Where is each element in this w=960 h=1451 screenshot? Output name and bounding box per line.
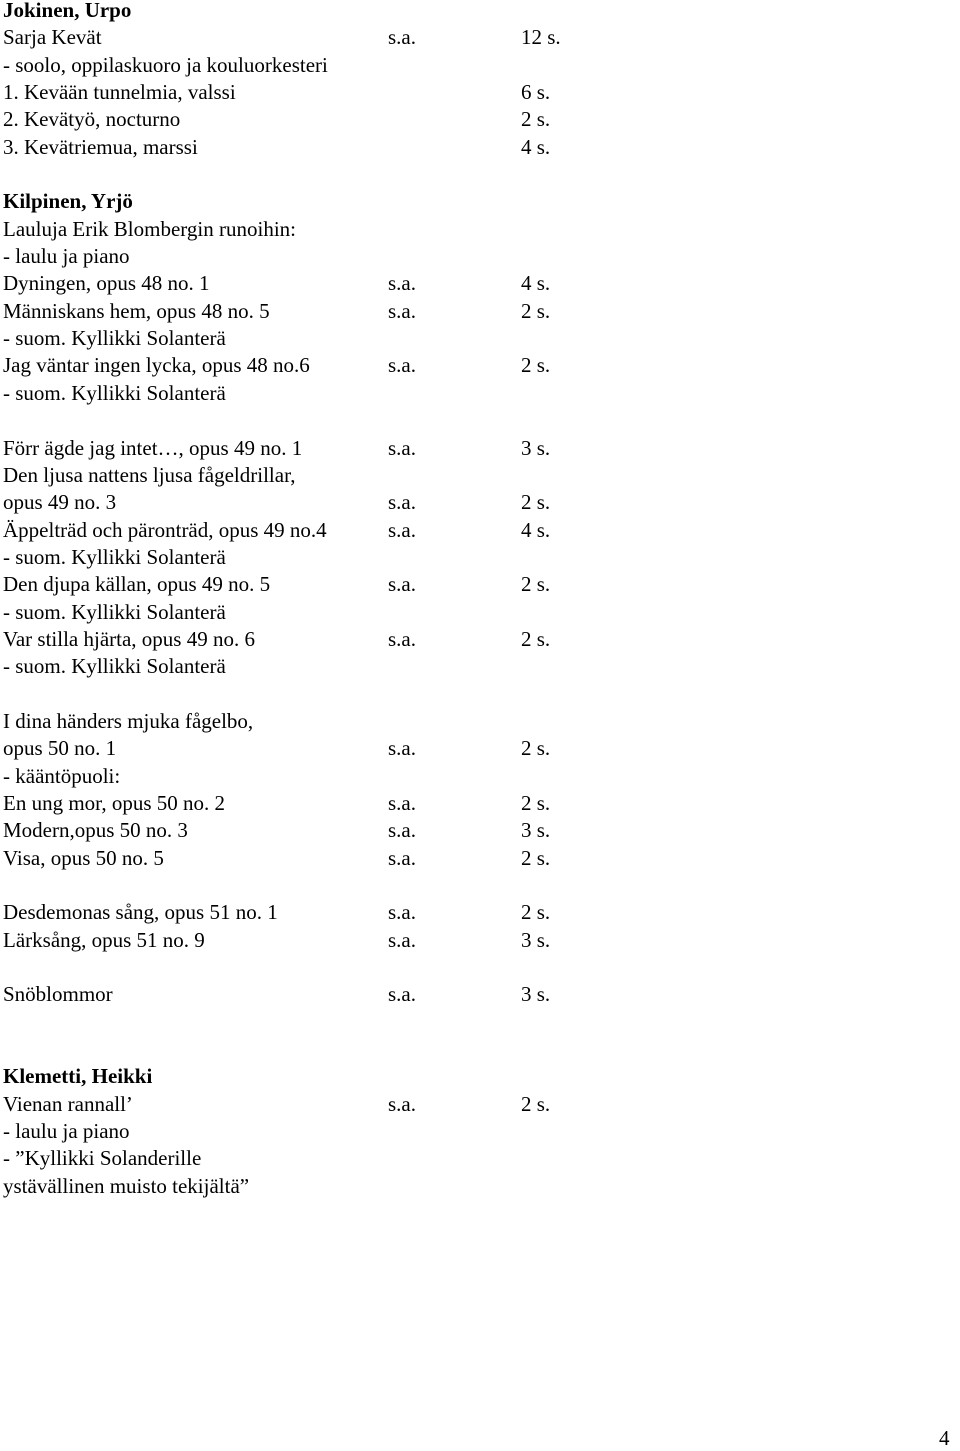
work-title: Den djupa källan, opus 49 no. 5	[3, 572, 271, 597]
work-entry	[3, 790, 943, 817]
work-title: 3. Kevätriemua, marssi	[3, 134, 198, 159]
composer-name: Klemetti, Heikki	[3, 1064, 153, 1089]
publication-date: s.a.	[388, 435, 416, 460]
work-title: - soolo, oppilaskuoro ja kouluorkesteri	[3, 52, 328, 77]
work-entry	[3, 270, 943, 297]
work-entry	[3, 571, 943, 598]
work-entry	[3, 899, 943, 926]
work-title: - suom. Kyllikki Solanterä	[3, 544, 226, 569]
work-entry	[3, 134, 943, 161]
work-title: Vienan rannall’	[3, 1091, 133, 1116]
composer-heading	[3, 188, 943, 215]
work-entry	[3, 489, 943, 516]
work-entry	[3, 817, 943, 844]
work-entry	[3, 1173, 943, 1200]
composer-name: Kilpinen, Yrjö	[3, 189, 133, 214]
page-count: 6 s.	[521, 80, 551, 105]
work-title: Lauluja Erik Blombergin runoihin:	[3, 216, 296, 241]
work-title: - suom. Kyllikki Solanterä	[3, 654, 226, 679]
work-entry	[3, 243, 943, 270]
work-title: En ung mor, opus 50 no. 2	[3, 790, 225, 815]
work-title: Snöblommor	[3, 982, 113, 1007]
page-count: 3 s.	[521, 927, 551, 952]
publication-date: s.a.	[388, 490, 416, 515]
page-count: 2 s.	[521, 900, 551, 925]
work-entry	[3, 1145, 943, 1172]
work-title: - kääntöpuoli:	[3, 763, 121, 788]
publication-date: s.a.	[388, 900, 416, 925]
page-count: 2 s.	[521, 490, 551, 515]
work-entry	[3, 380, 943, 407]
page-count: 2 s.	[521, 845, 551, 870]
page-count: 12 s.	[521, 25, 561, 50]
work-title: Äppelträd och päronträd, opus 49 no.4	[3, 517, 327, 542]
work-entry	[3, 325, 943, 352]
publication-date: s.a.	[388, 736, 416, 761]
work-entry	[3, 298, 943, 325]
publication-date: s.a.	[388, 271, 416, 296]
work-title: - suom. Kyllikki Solanterä	[3, 599, 226, 624]
work-entry	[3, 927, 943, 954]
work-entry	[3, 52, 943, 79]
blank-line	[3, 1036, 943, 1063]
composer-name: Jokinen, Urpo	[3, 0, 132, 22]
publication-date: s.a.	[388, 927, 416, 952]
work-entry	[3, 106, 943, 133]
blank-line	[3, 954, 943, 981]
publication-date: s.a.	[388, 790, 416, 815]
blank-line	[3, 161, 943, 188]
work-title: Jag väntar ingen lycka, opus 48 no.6	[3, 353, 310, 378]
blank-line	[3, 872, 943, 899]
work-title: opus 49 no. 3	[3, 490, 117, 515]
work-title: opus 50 no. 1	[3, 736, 117, 761]
work-title: - suom. Kyllikki Solanterä	[3, 380, 226, 405]
page-count: 2 s.	[521, 1091, 551, 1116]
publication-date: s.a.	[388, 572, 416, 597]
work-title: Modern,opus 50 no. 3	[3, 818, 188, 843]
publication-date: s.a.	[388, 25, 416, 50]
publication-date: s.a.	[388, 845, 416, 870]
work-title: Lärksång, opus 51 no. 9	[3, 927, 205, 952]
work-entry	[3, 599, 943, 626]
page-number: 4	[939, 1426, 950, 1450]
blank-line	[3, 407, 943, 434]
page-count: 3 s.	[521, 982, 551, 1007]
work-entry	[3, 1091, 943, 1118]
work-entry	[3, 735, 943, 762]
work-title: ystävällinen muisto tekijältä”	[3, 1173, 250, 1198]
page-count: 2 s.	[521, 790, 551, 815]
page-count: 2 s.	[521, 107, 551, 132]
work-entry	[3, 462, 943, 489]
work-entry	[3, 216, 943, 243]
page-count: 2 s.	[521, 572, 551, 597]
work-entry	[3, 653, 943, 680]
work-entry	[3, 981, 943, 1008]
work-title: - laulu ja piano	[3, 244, 130, 269]
work-title: Visa, opus 50 no. 5	[3, 845, 164, 870]
work-entry	[3, 79, 943, 106]
work-entry	[3, 517, 943, 544]
work-title: Förr ägde jag intet…, opus 49 no. 1	[3, 435, 303, 460]
work-entry	[3, 435, 943, 462]
work-entry	[3, 1118, 943, 1145]
blank-line	[3, 681, 943, 708]
work-entry	[3, 845, 943, 872]
work-title: Människans hem, opus 48 no. 5	[3, 298, 270, 323]
work-title: 1. Kevään tunnelmia, valssi	[3, 80, 236, 105]
document-page	[3, 0, 943, 1200]
work-entry	[3, 708, 943, 735]
work-entry	[3, 544, 943, 571]
work-title: Dyningen, opus 48 no. 1	[3, 271, 210, 296]
page-count: 2 s.	[521, 736, 551, 761]
work-title: 2. Kevätyö, nocturno	[3, 107, 181, 132]
page-count: 2 s.	[521, 298, 551, 323]
publication-date: s.a.	[388, 818, 416, 843]
publication-date: s.a.	[388, 982, 416, 1007]
work-entry	[3, 763, 943, 790]
composer-heading	[3, 0, 943, 24]
page-count: 4 s.	[521, 517, 551, 542]
publication-date: s.a.	[388, 353, 416, 378]
work-entry	[3, 352, 943, 379]
page-count: 3 s.	[521, 818, 551, 843]
blank-line	[3, 1009, 943, 1036]
page-count: 2 s.	[521, 353, 551, 378]
work-title: - suom. Kyllikki Solanterä	[3, 326, 226, 351]
work-title: Sarja Kevät	[3, 25, 102, 50]
work-title: - ”Kyllikki Solanderille	[3, 1146, 202, 1171]
work-entry	[3, 626, 943, 653]
publication-date: s.a.	[388, 517, 416, 542]
page-count: 4 s.	[521, 134, 551, 159]
work-title: Var stilla hjärta, opus 49 no. 6	[3, 626, 255, 651]
work-title: Den ljusa nattens ljusa fågeldrillar,	[3, 462, 296, 487]
publication-date: s.a.	[388, 1091, 416, 1116]
page-count: 3 s.	[521, 435, 551, 460]
publication-date: s.a.	[388, 626, 416, 651]
work-entry	[3, 24, 943, 51]
page-count: 2 s.	[521, 626, 551, 651]
work-title: - laulu ja piano	[3, 1119, 130, 1144]
work-title: Desdemonas sång, opus 51 no. 1	[3, 900, 278, 925]
page-count: 4 s.	[521, 271, 551, 296]
publication-date: s.a.	[388, 298, 416, 323]
work-title: I dina händers mjuka fågelbo,	[3, 708, 254, 733]
composer-heading	[3, 1063, 943, 1090]
